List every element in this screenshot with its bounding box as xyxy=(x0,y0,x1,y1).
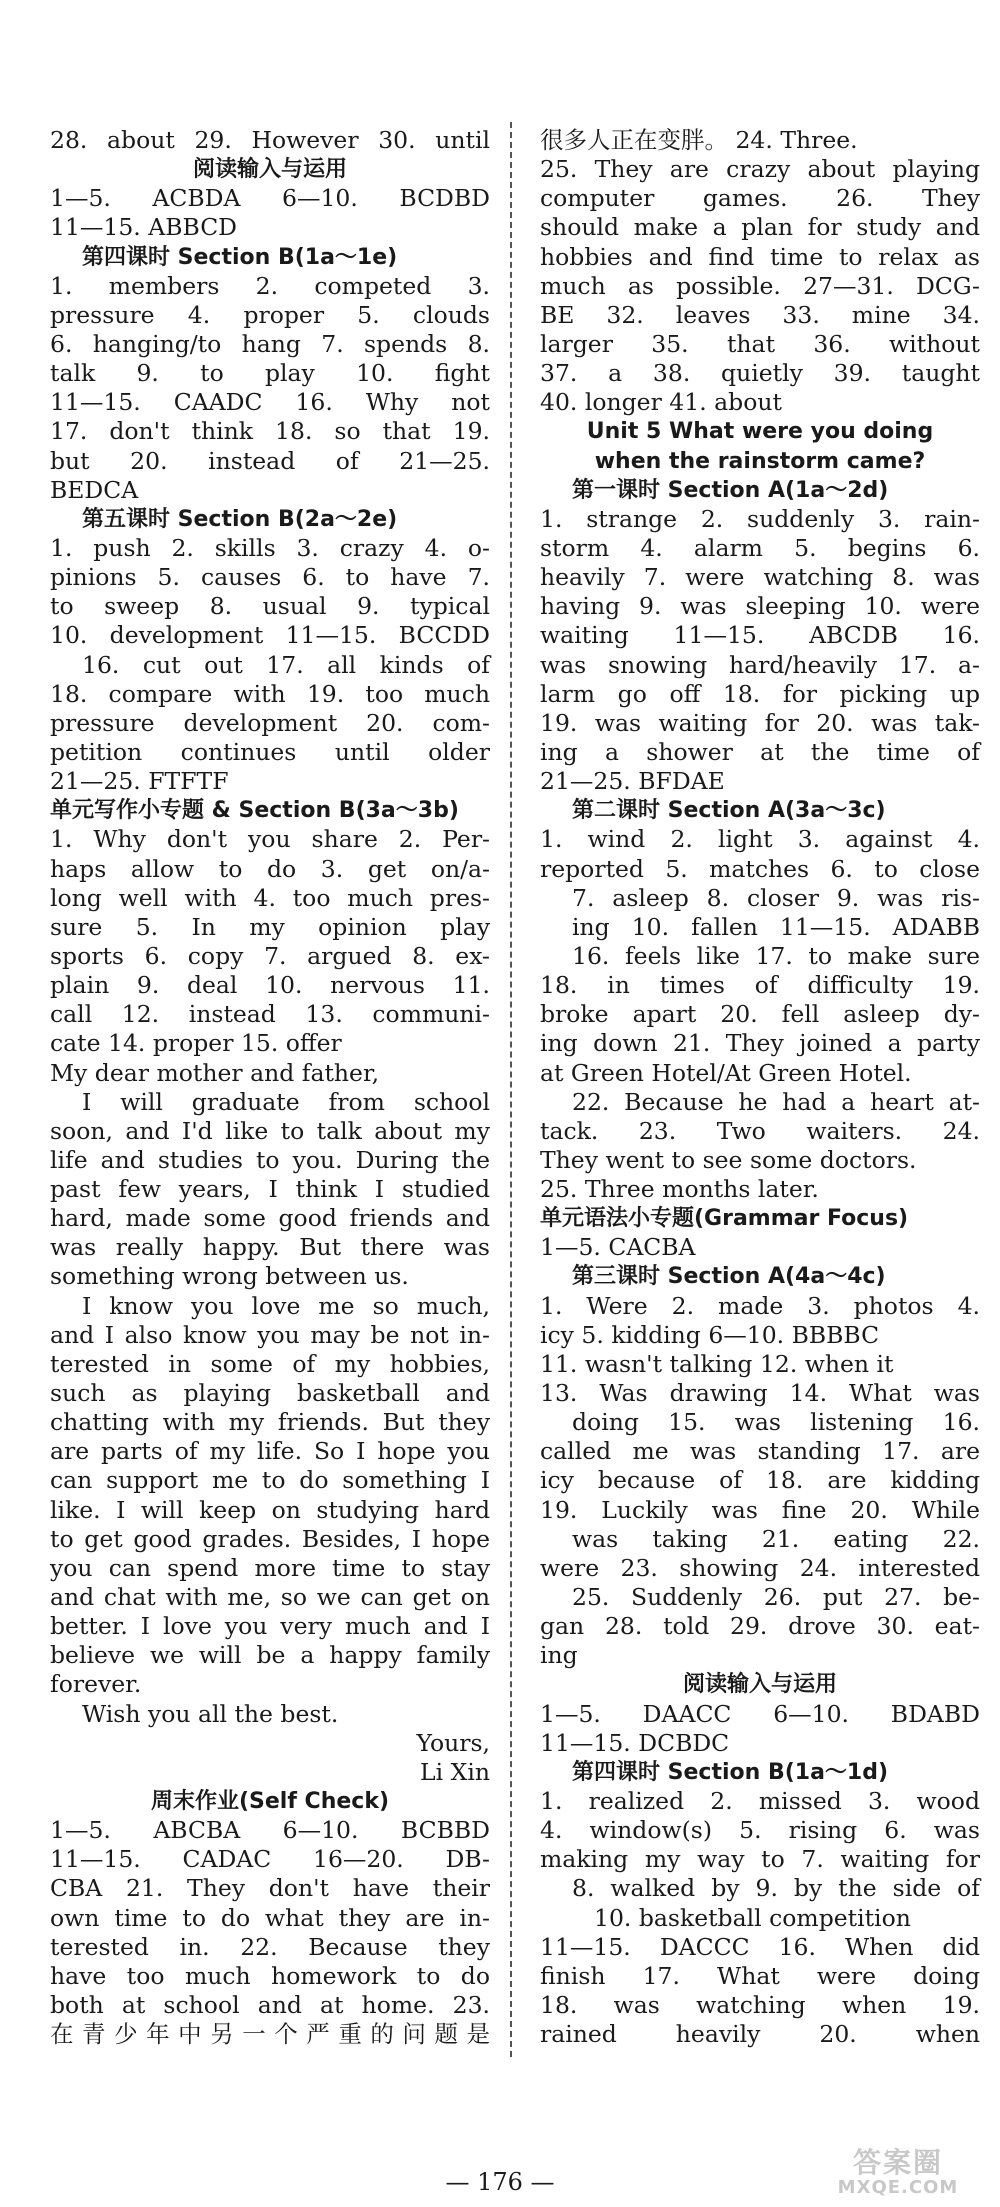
text-line: larm go off 18. for picking up xyxy=(540,679,980,708)
section-heading: 第一课时 Section A(1a～2d) xyxy=(572,477,889,503)
text-line: cate 14. proper 15. offer xyxy=(50,1029,342,1058)
text-line: CBA 21. They don't have their xyxy=(50,1874,490,1903)
text-line: 19. Luckily was fine 20. While xyxy=(540,1495,980,1524)
text-line: and I also know you may be not in- xyxy=(50,1320,490,1349)
text-line: are parts of my life. So I hope you xyxy=(50,1437,490,1466)
right-column xyxy=(540,126,980,2049)
text-line: believe we will be a happy family xyxy=(50,1641,490,1670)
text-line: both at school and at home. 23. xyxy=(50,1991,490,2019)
text-line: such as playing basketball and xyxy=(50,1379,490,1408)
text-line: was snowing hard/heavily 17. a- xyxy=(540,650,980,679)
text-line: was taking 21. eating 22. xyxy=(572,1524,980,1553)
text-line: own time to do what they are in- xyxy=(50,1903,490,1932)
text-line: and chat with me, so we can get on xyxy=(50,1583,490,1612)
text-line: 7. asleep 8. closer 9. was ris- xyxy=(572,883,980,912)
text-line: 1. wind 2. light 3. against 4. xyxy=(540,825,980,854)
section-heading: 单元写作小专题 & Section B(3a～3b) xyxy=(50,798,459,824)
text-line: heavily 7. were watching 8. was xyxy=(540,563,980,592)
text-line: but 20. instead of 21—25. xyxy=(50,446,490,475)
text-line: larger 35. that 36. without xyxy=(540,329,980,358)
text-line: past few years, I think I studied xyxy=(50,1175,490,1204)
text-line: to sweep 8. usual 9. typical xyxy=(50,592,490,621)
text-line: at Green Hotel/At Green Hotel. xyxy=(540,1058,912,1087)
text-line: 1. Were 2. made 3. photos 4. xyxy=(540,1291,980,1320)
text-line: icy 5. kidding 6—10. BBBBC xyxy=(540,1320,880,1349)
text-line: like. I will keep on studying hard xyxy=(50,1495,490,1524)
text-line: 40. longer 41. about xyxy=(540,388,782,417)
text-line: 21—25. BFDAE xyxy=(540,767,725,796)
text-line: 25. They are crazy about playing xyxy=(540,155,980,184)
watermark-logo xyxy=(818,2148,978,2203)
text-line: 21—25. FTFTF xyxy=(50,767,229,796)
text-line: 16. cut out 17. all kinds of xyxy=(82,650,490,679)
text-line: reported 5. matches 6. to close xyxy=(540,854,980,883)
text-line: was really happy. But there was xyxy=(50,1233,490,1262)
text-line: 1—5. ACBDA 6—10. BCDBD xyxy=(50,184,490,213)
section-heading: 阅读输入与运用 xyxy=(192,157,347,183)
text-line: 13. Was drawing 14. What was xyxy=(540,1379,980,1408)
page-number: — 176 — xyxy=(445,2168,555,2196)
column-divider xyxy=(510,122,512,2057)
text-line: 11. wasn't talking 12. when it xyxy=(540,1349,894,1378)
text-line: 10. development 11—15. BCCDD xyxy=(50,621,490,650)
text-line: 11—15. DACCC 16. When did xyxy=(540,1932,980,1961)
text-line: ing a shower at the time of xyxy=(540,737,980,766)
text-line: My dear mother and father, xyxy=(50,1058,380,1087)
text-line: hard, made some good friends and xyxy=(50,1204,490,1233)
text-line: doing 15. was listening 16. xyxy=(572,1408,980,1437)
section-heading: 第二课时 Section A(3a～3c) xyxy=(572,798,886,824)
text-line: 4. window(s) 5. rising 6. was xyxy=(540,1816,980,1845)
text-line: talk 9. to play 10. fight xyxy=(50,359,490,388)
text-line: finish 17. What were doing xyxy=(540,1961,980,1990)
text-line: 16. feels like 17. to make sure xyxy=(572,941,980,970)
text-line: terested in some of my hobbies, xyxy=(50,1349,490,1378)
text-line: pressure 4. proper 5. clouds xyxy=(50,300,490,329)
text-line: 18. was watching when 19. xyxy=(540,1991,980,2019)
text-line: can support me to do something I xyxy=(50,1466,490,1495)
watermark-url: MXQE.COM xyxy=(837,2177,959,2198)
text-line: 25. Suddenly 26. put 27. be- xyxy=(572,1583,980,1612)
text-line: gan 28. told 29. drove 30. eat- xyxy=(540,1612,980,1641)
text-line: Wish you all the best. xyxy=(82,1699,339,1728)
text-line: have too much homework to do xyxy=(50,1961,490,1990)
text-line: 10. basketball competition xyxy=(594,1903,911,1932)
section-heading: 第四课时 Section B(1a～1d) xyxy=(572,1759,889,1785)
text-line: 37. a 38. quietly 39. taught xyxy=(540,359,980,388)
text-line: 11—15. CADAC 16—20. DB- xyxy=(50,1845,490,1874)
text-line: long well with 4. too much pres- xyxy=(50,883,490,912)
section-heading: Unit 5 What were you doing xyxy=(586,419,934,445)
text-line: 1—5. DAACC 6—10. BDABD xyxy=(540,1699,980,1728)
text-line: petition continues until older xyxy=(50,737,490,766)
text-line: ing 10. fallen 11—15. ADABB xyxy=(572,912,980,941)
section-heading: 单元语法小专题(Grammar Focus) xyxy=(540,1206,909,1232)
section-heading: 阅读输入与运用 xyxy=(682,1672,837,1698)
text-line: hobbies and find time to relax as xyxy=(540,242,980,271)
text-line: sports 6. copy 7. argued 8. ex- xyxy=(50,941,490,970)
text-line: ing down 21. They joined a party xyxy=(540,1029,980,1058)
text-line: BE 32. leaves 33. mine 34. xyxy=(540,300,980,329)
text-line: 1. strange 2. suddenly 3. rain- xyxy=(540,504,980,533)
text-line: computer games. 26. They xyxy=(540,184,980,213)
text-line: 18. in times of difficulty 19. xyxy=(540,971,980,1000)
text-line: I will graduate from school xyxy=(82,1087,490,1116)
text-line: 11—15. ABBCD xyxy=(50,213,238,242)
text-line: better. I love you very much and I xyxy=(50,1612,490,1641)
text-line: Yours, xyxy=(416,1728,490,1757)
text-line: 22. Because he had a heart at- xyxy=(572,1087,980,1116)
text-line: pinions 5. causes 6. to have 7. xyxy=(50,563,490,592)
section-heading: 第五课时 Section B(2a～2e) xyxy=(82,506,398,532)
text-line: having 9. was sleeping 10. were xyxy=(540,592,980,621)
text-line: were 23. showing 24. interested xyxy=(540,1553,980,1582)
left-column xyxy=(50,126,490,2049)
text-line: chatting with my friends. But they xyxy=(50,1408,490,1437)
text-line: 1—5. ABCBA 6—10. BCBBD xyxy=(50,1816,490,1845)
section-heading: when the rainstorm came? xyxy=(594,448,926,474)
text-line: 17. don't think 18. so that 19. xyxy=(50,417,490,446)
section-heading: 第四课时 Section B(1a～1e) xyxy=(82,244,398,270)
text-line: 11—15. CAADC 16. Why not xyxy=(50,388,490,417)
text-line: rained heavily 20. when xyxy=(540,2020,980,2049)
text-line: 1. realized 2. missed 3. wood xyxy=(540,1787,980,1816)
text-line: soon, and I'd like to talk about my xyxy=(50,1116,490,1145)
text-line: 19. was waiting for 20. was tak- xyxy=(540,708,980,737)
section-heading: 周末作业(Self Check) xyxy=(150,1789,390,1815)
text-line: sure 5. In my opinion play xyxy=(50,912,490,941)
text-line: tack. 23. Two waiters. 24. xyxy=(540,1116,980,1145)
text-line: BEDCA xyxy=(50,475,139,504)
text-line: 6. hanging/to hang 7. spends 8. xyxy=(50,329,490,358)
text-line: icy because of 18. are kidding xyxy=(540,1466,980,1495)
text-line: 11—15. DCBDC xyxy=(540,1728,730,1757)
text-line: terested in. 22. Because they xyxy=(50,1932,490,1961)
section-heading: 第三课时 Section A(4a～4c) xyxy=(572,1264,886,1290)
text-line: something wrong between us. xyxy=(50,1262,409,1291)
text-line: 1. push 2. skills 3. crazy 4. o- xyxy=(50,533,490,562)
text-line: storm 4. alarm 5. begins 6. xyxy=(540,533,980,562)
text-line: 1. members 2. competed 3. xyxy=(50,271,490,300)
text-line: forever. xyxy=(50,1670,142,1699)
text-line: 1—5. CACBA xyxy=(540,1233,696,1262)
watermark-logo-text: 答案圈 xyxy=(852,2146,943,2179)
text-line: They went to see some doctors. xyxy=(540,1145,917,1174)
text-line: 1. Why don't you share 2. Per- xyxy=(50,825,490,854)
text-line: 28. about 29. However 30. until xyxy=(50,126,490,154)
text-line: life and studies to you. During the xyxy=(50,1145,490,1174)
text-line: 8. walked by 9. by the side of xyxy=(572,1874,980,1903)
text-line: ing xyxy=(540,1641,578,1670)
text-line: I know you love me so much, xyxy=(82,1291,490,1320)
text-line: 在青少年中另一个严重的问题是 xyxy=(50,2020,490,2049)
text-line: waiting 11—15. ABCDB 16. xyxy=(540,621,980,650)
text-line: Li Xin xyxy=(420,1757,490,1786)
text-line: plain 9. deal 10. nervous 11. xyxy=(50,971,490,1000)
text-line: much as possible. 27—31. DCG- xyxy=(540,271,980,300)
text-line: you can spend more time to stay xyxy=(50,1553,490,1582)
text-line: 25. Three months later. xyxy=(540,1175,819,1204)
text-line: broke apart 20. fell asleep dy- xyxy=(540,1000,980,1029)
text-line: 18. compare with 19. too much xyxy=(50,679,490,708)
text-line: call 12. instead 13. communi- xyxy=(50,1000,490,1029)
text-line: pressure development 20. com- xyxy=(50,708,490,737)
text-line: should make a plan for study and xyxy=(540,213,980,242)
text-line: haps allow to do 3. get on/a- xyxy=(50,854,490,883)
text-line: 很多人正在变胖。 24. Three. xyxy=(540,126,858,154)
text-line: to get good grades. Besides, I hope xyxy=(50,1524,490,1553)
text-line: called me was standing 17. are xyxy=(540,1437,980,1466)
text-line: making my way to 7. waiting for xyxy=(540,1845,980,1874)
